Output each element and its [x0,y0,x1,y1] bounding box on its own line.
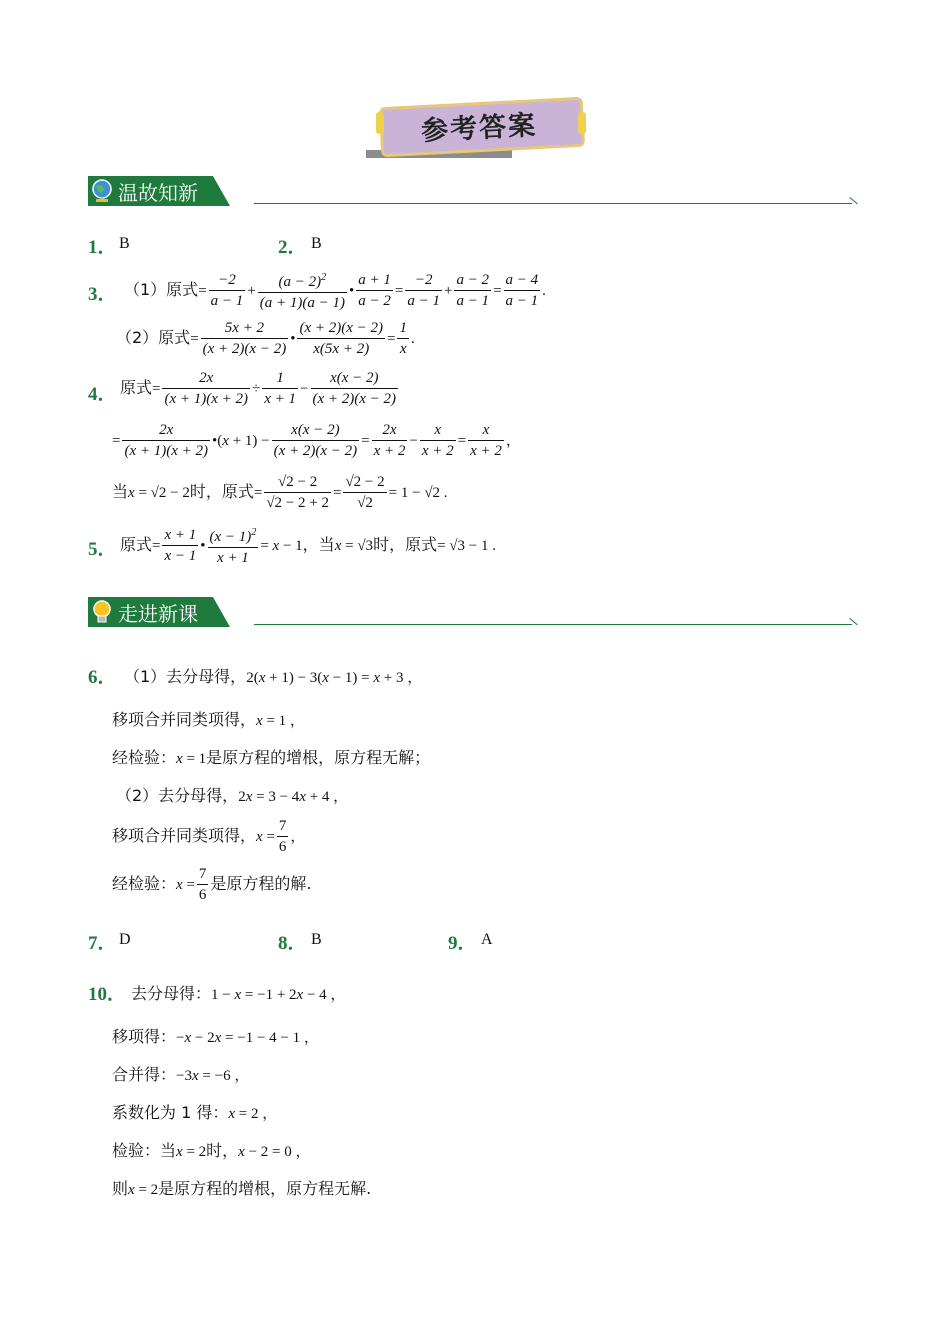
globe-icon [90,178,114,204]
question-number: 9． [448,933,477,954]
q10-line4: 系数化为 1 得：x = 2 ， [112,1103,278,1122]
q4-line3: 当x = √2 − 2时，原式= $\frac{√2 - 2}{√2 - 2 + 2}$ = $\frac{√2 - 2}{√2}$ = 1 − √2 . [112,474,448,511]
banner-tab-right [578,112,586,134]
text: 是原方程的解. [210,874,312,893]
q10-line2: 移项得：−x − 2x = −1 − 4 − 1 ， [112,1027,319,1046]
text: 经检验： [112,748,177,767]
q5-when2: 时，原式 [373,535,438,554]
answer-value: B [119,235,130,252]
section-divider [254,203,852,204]
section-divider [254,624,852,625]
text: 移项得： [112,1027,177,1046]
lightbulb-icon [90,599,114,625]
q3-part1-label: （1）原式 [124,280,199,299]
q10-line5: 检验：当x = 2时，x − 2 = 0 ， [112,1141,311,1160]
question-number: 6． [88,667,117,688]
question-number: 10． [88,984,127,1005]
text: 检验：当 [112,1141,177,1160]
answer-value: B [311,235,322,252]
text: 系数化为 1 得： [112,1103,229,1122]
section-title: 走进新课 [118,602,198,626]
question-number: 5． [88,539,117,560]
section-title: 温故知新 [118,181,198,205]
q3-part2-line: （2）原式= $\frac{5x + 2}{(x + 2)(x - 2)}$ • $\frac{(x + 2)(x - 2)}{x(5x + 2)}$ = $\frac{1}{x}$ . [116,320,415,357]
q6-line1: （1）去分母得，2(x + 1) − 3(x − 1) = x + 3 ， [124,667,423,686]
q6-line2: 移项合并同类项得，x = 1 ， [112,710,305,729]
question-number: 3． [88,284,117,305]
answer-value: D [119,931,131,948]
q4-line1: 原式= $\frac{2x}{(x + 1)(x + 2)}$ ÷ $\frac{1}{x + 1}$ − $\frac{x(x - 2)}{(x + 2)(x - 2)}$ [120,370,397,407]
answer-value: B [311,931,322,948]
q5-line: 原式= $\frac{x + 1}{x - 1}$ • $\frac{(x - 1)^2}{x + 1}$ = x − 1，当x = √3时，原式= √3 − 1 . [120,523,496,568]
section-divider-end [843,197,858,212]
text: 是原方程的增根，原方程无解. [158,1179,372,1198]
question-number: 1． [88,237,117,258]
text: 则 [112,1179,129,1198]
question-number: 4． [88,384,117,405]
q6-line4: （2）去分母得，2x = 3 − 4x + 4 ， [116,786,349,805]
question-number: 7． [88,933,117,954]
question-number: 2． [278,237,307,258]
q6-line5: 移项合并同类项得，x = $\frac{7}{6}$ ， [112,818,306,855]
q6-line6: 经检验：x = $\frac{7}{6}$ 是原方程的解. [112,866,312,903]
text: 是原方程的增根，原方程无解； [206,748,431,767]
section-divider-end [843,618,858,633]
text: 时， [206,1141,239,1160]
text: 移项合并同类项得， [112,826,257,845]
q5-label: 原式 [120,535,153,554]
text: 经检验： [112,874,177,893]
page-title: 参考答案 [420,109,538,148]
question-number: 8． [278,933,307,954]
section-header-new [88,597,868,627]
text: 合并得： [112,1065,177,1084]
answer-title-banner [380,98,582,160]
section-header-review [88,176,868,206]
q5-when: ，当 [302,535,335,554]
q4-label: 原式 [120,378,153,397]
text: （1）去分母得， [124,667,247,686]
q4-line2: = $\frac{2x}{(x + 1)(x + 2)}$ •(x + 1) − $\frac{x(x - 2)}{(x + 2)(x - 2)}$ = $\frac{2x}{x + 2}$ − $\frac{x}{x + 2}$ = $\frac{x}{x + 2}$ ， [112,422,521,459]
answer-value: A [481,931,493,948]
text: 移项合并同类项得， [112,710,257,729]
q4-when2: 时，原式 [189,482,254,501]
q3-part2-label: （2）原式 [116,328,191,347]
text: （2）去分母得， [116,786,239,805]
q6-line3: 经检验：x = 1是原方程的增根，原方程无解； [112,748,431,767]
q10-line1: 去分母得：1 − x = −1 + 2x − 4 ， [131,984,346,1003]
text: 去分母得： [131,984,212,1003]
q3-part1-line: （1）原式= $\frac{-2}{a - 1}$ + $\frac{(a - 2)^2}{(a + 1)(a - 1)}$ • $\frac{a + 1}{a - 2}$ = $\frac{-2}{a - 1}$ + $\frac{a - 2}{a - 1}$ = $\frac{a - 4}{a - 1}$ . [124,268,546,313]
q10-line3: 合并得：−3x = −6 ， [112,1065,250,1084]
q4-when: 当 [112,482,129,501]
q10-line6: 则x = 2是原方程的增根，原方程无解. [112,1179,372,1198]
